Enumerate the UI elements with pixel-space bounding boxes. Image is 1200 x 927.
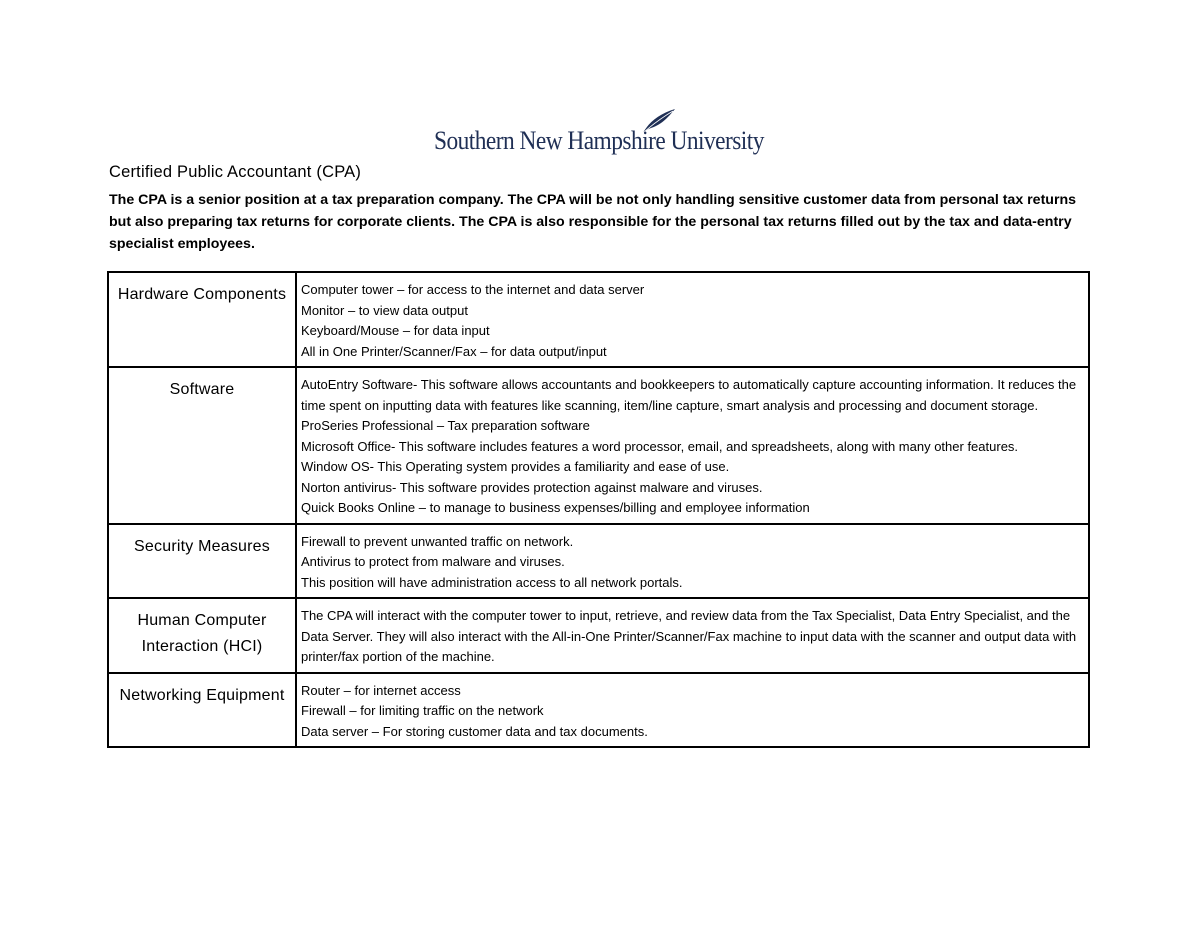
detail-line: Antivirus to protect from malware and viruses.	[301, 554, 565, 569]
detail-line: Window OS- This Operating system provides a familiarity and ease of use.	[301, 459, 730, 474]
details-cell	[296, 524, 1089, 599]
detail-line: Firewall – for limiting traffic on the network	[301, 703, 544, 718]
details-cell	[296, 367, 1089, 524]
detail-line: Computer tower – for access to the internet and data server	[301, 282, 645, 297]
intro-paragraph: The CPA is a senior position at a tax preparation company. The CPA will be not only handling sensitive customer data from personal tax returns but also preparing tax returns for corporate clients. The CPA is also responsible for the personal tax returns filled out by the tax and data-entry specialist employees.	[109, 192, 1077, 252]
detail-line: Microsoft Office- This software includes features a word processor, email, and spreadsheets, along with many other features.	[301, 438, 1019, 454]
university-logo	[434, 108, 774, 160]
category-cell: Human Computer Interaction (HCI)	[108, 598, 296, 673]
table-row-hardware	[108, 272, 1089, 367]
table-row-security	[108, 524, 1089, 599]
detail-line: Router – for internet access	[301, 682, 461, 698]
category-cell: Software	[108, 367, 296, 524]
detail-line: Data server – For storing customer data and tax documents.	[301, 723, 648, 739]
detail-line: Keyboard/Mouse – for data input	[301, 323, 490, 338]
detail-line: Norton antivirus- This software provides protection against malware and viruses.	[301, 479, 763, 495]
table-row-networking	[108, 673, 1089, 748]
category-cell: Networking Equipment	[108, 673, 296, 748]
detail-line: ProSeries Professional – Tax preparation software	[301, 418, 590, 433]
detail-line: AutoEntry Software- This software allows accountants and bookkeepers to automatically capture accounting information. It reduces the time spent on inputting data with features like scanning, item/line capture, smart analysis and processing and document storage.	[301, 377, 1077, 413]
table-row-hci	[108, 598, 1089, 673]
role-components-table	[107, 271, 1090, 748]
detail-line: Firewall to prevent unwanted traffic on network.	[301, 533, 574, 549]
page-title: Certified Public Accountant (CPA)	[109, 163, 362, 181]
details-cell	[296, 673, 1089, 748]
detail-line: Quick Books Online – to manage to business expenses/billing and employee information	[301, 500, 810, 515]
details-cell	[296, 598, 1089, 673]
table-row-software	[108, 367, 1089, 524]
detail-line: All in One Printer/Scanner/Fax – for data output/input	[301, 343, 607, 359]
detail-line: The CPA will interact with the computer tower to input, retrieve, and review data from the Tax Specialist, Data Entry Specialist, and the Data Server. They will also interact with the All-in-One Printer/Scanner/Fax machine to input data with the scanner and output data with printer/fax portion of the machine.	[301, 608, 1077, 664]
details-cell	[296, 272, 1089, 367]
detail-line: Monitor – to view data output	[301, 302, 468, 318]
category-cell: Security Measures	[108, 524, 296, 599]
detail-line: This position will have administration access to all network portals.	[301, 574, 683, 590]
logo-text: Southern New Hampshire University	[434, 126, 764, 155]
category-cell: Hardware Components	[108, 272, 296, 367]
